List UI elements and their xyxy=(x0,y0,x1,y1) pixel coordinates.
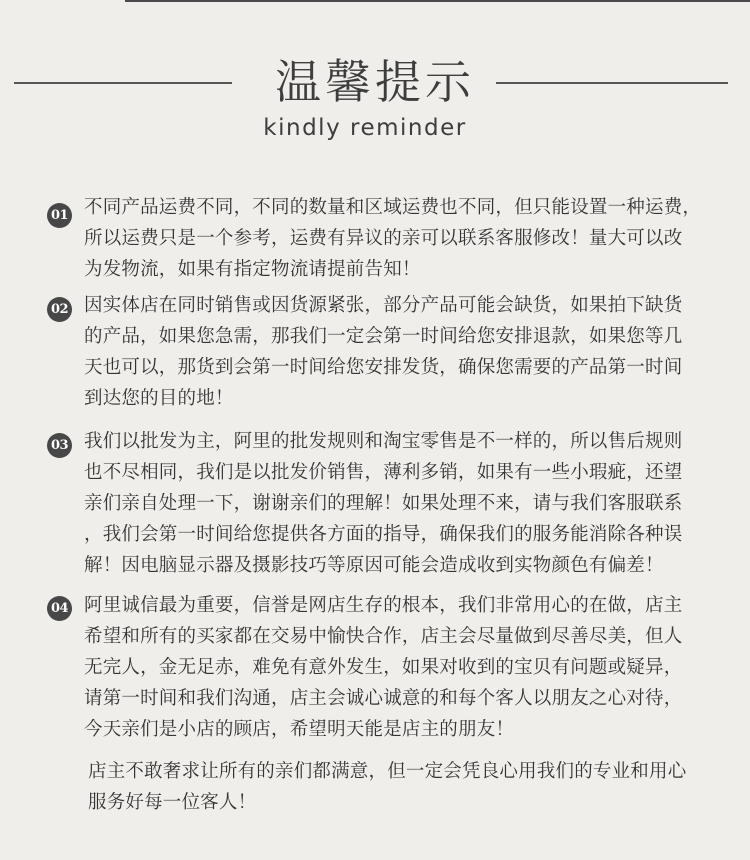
reminder-text-4: 阿里诚信最为重要，信誉是网店生存的根本，我们非常用心的在做，店主 希望和所有的买家都在交易中愉快合作，店主会尽量做到尽善尽美，但人 无完人，金无足赤，难免有意外发生，如果对收到的宝贝有问题或疑异， 请第一时间和我们沟通，店主会诚心诚意的和每个客人以朋友之心对待， 今天亲们是小店的顾店，希望明天能是店主的朋友！ xyxy=(84,595,683,740)
number-badge-4: 04 xyxy=(47,596,72,621)
number-badge-1: 01 xyxy=(47,203,72,228)
page-title: 温馨提示 xyxy=(275,55,475,109)
page-subtitle: kindly reminder xyxy=(263,115,467,141)
closing-note: 店主不敢奢求让所有的亲们都满意，但一定会凭良心用我们的专业和用心 服务好每一位客人！ xyxy=(88,761,687,813)
reminder-text-1: 不同产品运费不同，不同的数量和区域运费也不同，但只能设置一种运费， 所以运费只是一个参考，运费有异议的亲可以联系客服修改！量大可以改 为发物流，如果有指定物流请提前告知！ xyxy=(84,197,702,280)
reminder-text-3: 我们以批发为主，阿里的批发规则和淘宝零售是不一样的，所以售后规则 也不尽相同，我们是以批发价销售，薄利多销，如果有一些小瑕疵，还望 亲们亲自处理一下，谢谢亲们的理解！如果处理不来，请与我们客服联系 ，我们会第一时间给您提供各方面的指导，确保我们的服务能消除各种误 解！因电脑显示器及摄影技巧等原因可能会造成收到实物颜色有偏差！ xyxy=(84,431,683,576)
number-badge-2: 02 xyxy=(47,297,72,322)
number-badge-3: 03 xyxy=(47,433,72,458)
top-divider xyxy=(125,0,750,2)
reminder-text-2: 因实体店在同时销售或因货源紧张，部分产品可能会缺货，如果拍下缺货 的产品，如果您急需，那我们一定会第一时间给您安排退款，如果您等几 天也可以，那货到会第一时间给您安排发货，确保您需要的产品第一时间 到达您的目的地！ xyxy=(84,295,683,409)
